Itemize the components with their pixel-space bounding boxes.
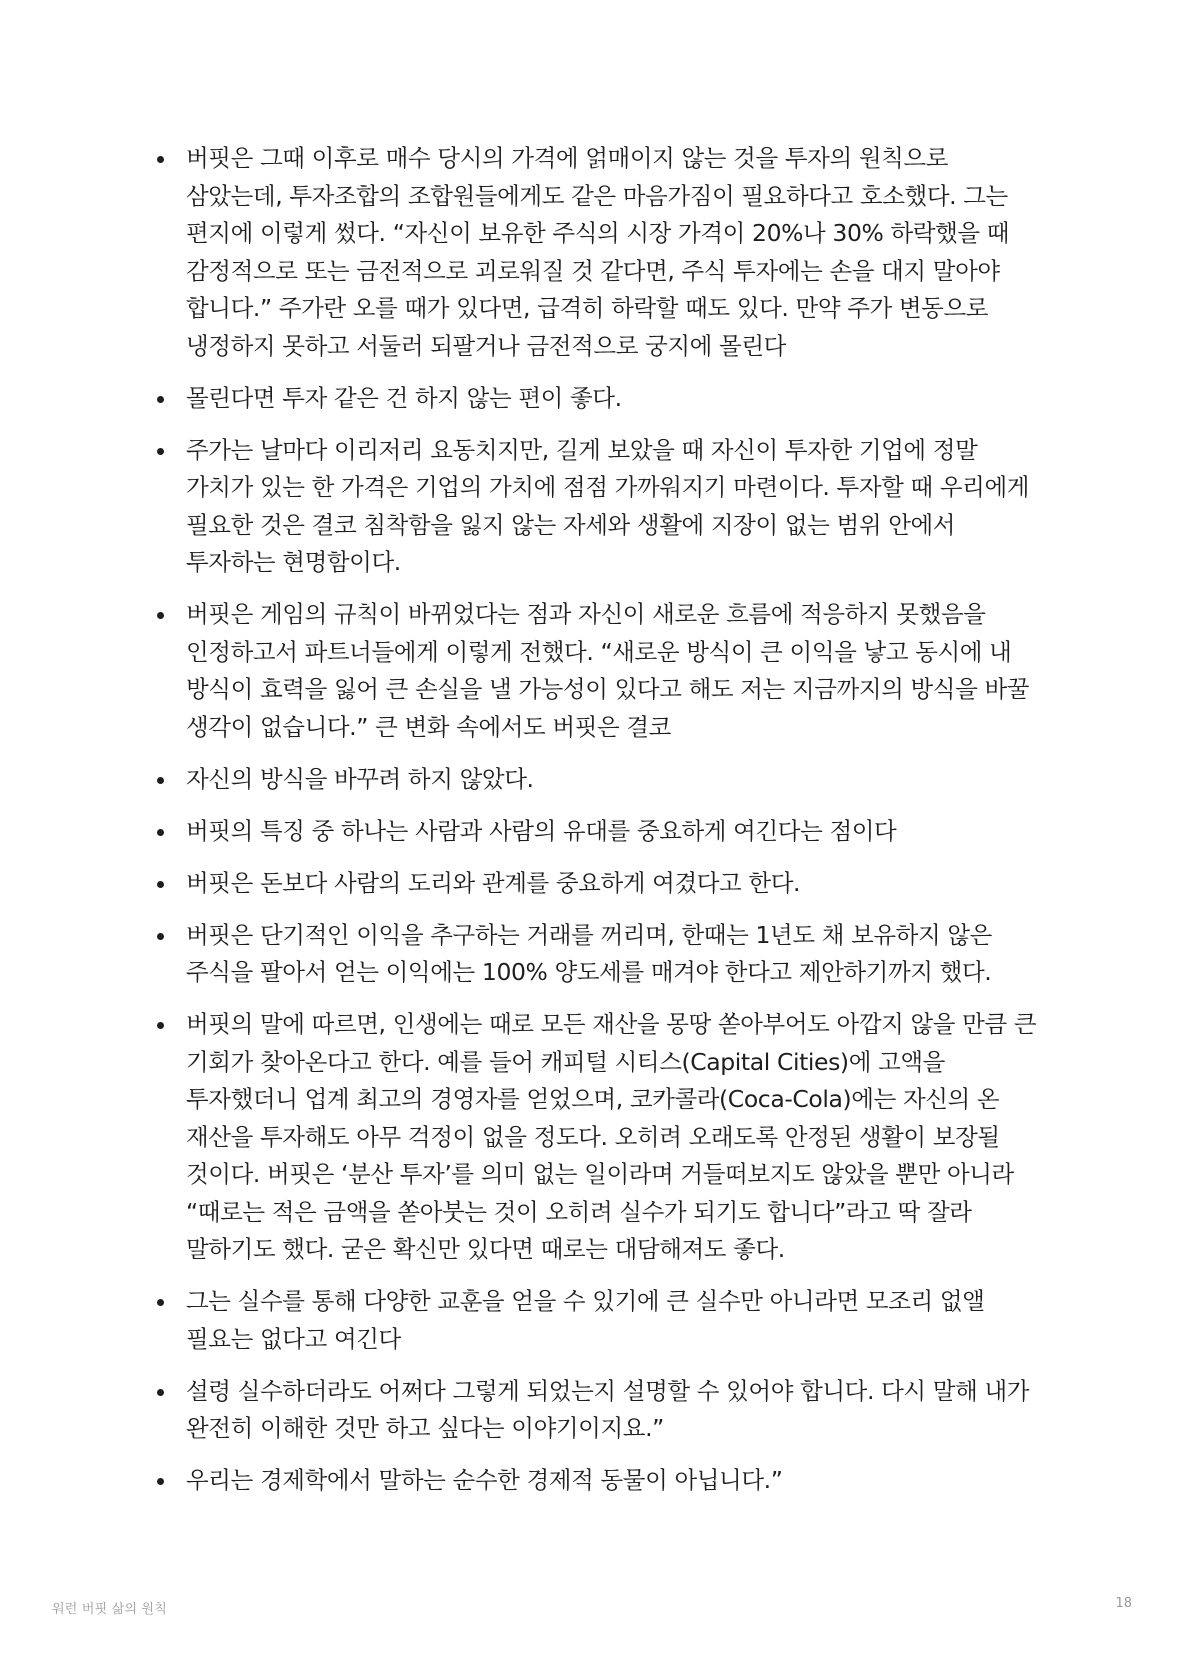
list-item	[157, 140, 1047, 365]
bullet-dot	[157, 1389, 164, 1396]
list-item	[157, 1462, 1047, 1500]
list-item-text: 버핏은 단기적인 이익을 추구하는 거래를 꺼리며, 한때는 1년도 채 보유하지 않은 주식을 팔아서 얻는 이익에는 100% 양도세를 매겨야 한다고 제안하기까지 했다.	[186, 920, 992, 986]
list-item-text: 버핏의 말에 따르면, 인생에는 때로 모든 재산을 몽땅 쏟아부어도 아깝지 않을 만큼 큰 기회가 찾아온다고 한다. 예를 들어 캐피털 시티스(Capital Cities)에 고액을 투자했더니 업계 최고의 경영자를 얻었으며, 코카콜라(Coca-Cola)에는 자신의 온 재산을 투자해도 아무 걱정이 없을 정도다. 오히려 오래도록 안정된 생활이 보장될 것이다. 버핏은 ‘분산 투자’를 의미 없는 일이라며 거들떠보지도 않았을 뿐만 아니라 “때로는 적은 금액을 쏟아붓는 것이 오히려 실수가 되기도 합니다”라고 딱 잘라 말하기도 했다. 굳은 확신만 있다면 때로는 대담해져도 좋다.	[186, 1010, 1037, 1263]
bullet-list	[157, 140, 1047, 1514]
bullet-dot	[157, 1299, 164, 1306]
list-item-text: 자신의 방식을 바꾸려 하지 않았다.	[186, 764, 534, 793]
bullet-dot	[157, 933, 164, 940]
list-item-text: 버핏의 특징 중 하나는 사람과 사람의 유대를 중요하게 여긴다는 점이다	[186, 816, 897, 845]
list-item	[157, 813, 1047, 851]
page-number: 18	[1115, 1596, 1132, 1611]
list-item	[157, 432, 1047, 582]
list-item-text: 버핏은 게임의 규칙이 바뀌었다는 점과 자신이 새로운 흐름에 적응하지 못했음을 인정하고서 파트너들에게 이렇게 전했다. “새로운 방식이 큰 이익을 낳고 동시에 내 방식이 효력을 잃어 큰 손실을 낼 가능성이 있다고 해도 저는 지금까지의 방식을 바꿀 생각이 없습니다.” 큰 변화 속에서도 버핏은 결코	[186, 600, 1030, 741]
bullet-dot	[157, 396, 164, 403]
list-item	[157, 761, 1047, 799]
list-item	[157, 380, 1047, 418]
list-item-text: 주가는 날마다 이리저리 요동치지만, 길게 보았을 때 자신이 투자한 기업에 정말 가치가 있는 한 가격은 기업의 가치에 점점 가까워지기 마련이다. 투자할 때 우리에게 필요한 것은 결코 침착함을 잃지 않는 자세와 생활에 지장이 없는 범위 안에서 투자하는 현명함이다.	[186, 435, 1030, 576]
list-item-text: 몰린다면 투자 같은 건 하지 않는 편이 좋다.	[186, 383, 622, 412]
bullet-dot	[157, 156, 164, 163]
list-item-text: 그는 실수를 통해 다양한 교훈을 얻을 수 있기에 큰 실수만 아니라면 모조리 없앨 필요는 없다고 여긴다	[186, 1287, 985, 1353]
bullet-dot	[157, 448, 164, 455]
bullet-dot	[157, 881, 164, 888]
list-item	[157, 1006, 1047, 1269]
footer-book-title: 워런 버핏 삶의 원칙	[52, 1602, 168, 1617]
list-item	[157, 1283, 1047, 1358]
list-item-text: 버핏은 돈보다 사람의 도리와 관계를 중요하게 여겼다고 한다.	[186, 868, 801, 897]
list-item	[157, 917, 1047, 992]
bullet-dot	[157, 829, 164, 836]
list-item-text: 설령 실수하더라도 어쩌다 그렇게 되었는지 설명할 수 있어야 합니다. 다시 말해 내가 완전히 이해한 것만 하고 싶다는 이야기이지요.”	[186, 1376, 1030, 1442]
list-item	[157, 865, 1047, 903]
bullet-dot	[157, 1022, 164, 1029]
list-item-text: 우리는 경제학에서 말하는 순수한 경제적 동물이 아닙니다.”	[186, 1466, 783, 1494]
list-item-text: 버핏은 그때 이후로 매수 당시의 가격에 얽매이지 않는 것을 투자의 원칙으로 삼았는데, 투자조합의 조합원들에게도 같은 마음가짐이 필요하다고 호소했다. 그는 편지에 이렇게 썼다. “자신이 보유한 주식의 시장 가격이 20%나 30% 하락했을 때 감정적으로 또는 금전적으로 괴로워질 것 같다면, 주식 투자에는 손을 대지 말아야 합니다.” 주가란 오를 때가 있다면, 급격히 하락할 때도 있다. 만약 주가 변동으로 냉정하지 못하고 서둘러 되팔거나 금전적으로 궁지에 몰린다	[186, 144, 1010, 360]
list-item	[157, 1373, 1047, 1448]
list-item	[157, 596, 1047, 746]
bullet-dot	[157, 1478, 164, 1485]
bullet-dot	[157, 777, 164, 784]
bullet-dot	[157, 612, 164, 619]
